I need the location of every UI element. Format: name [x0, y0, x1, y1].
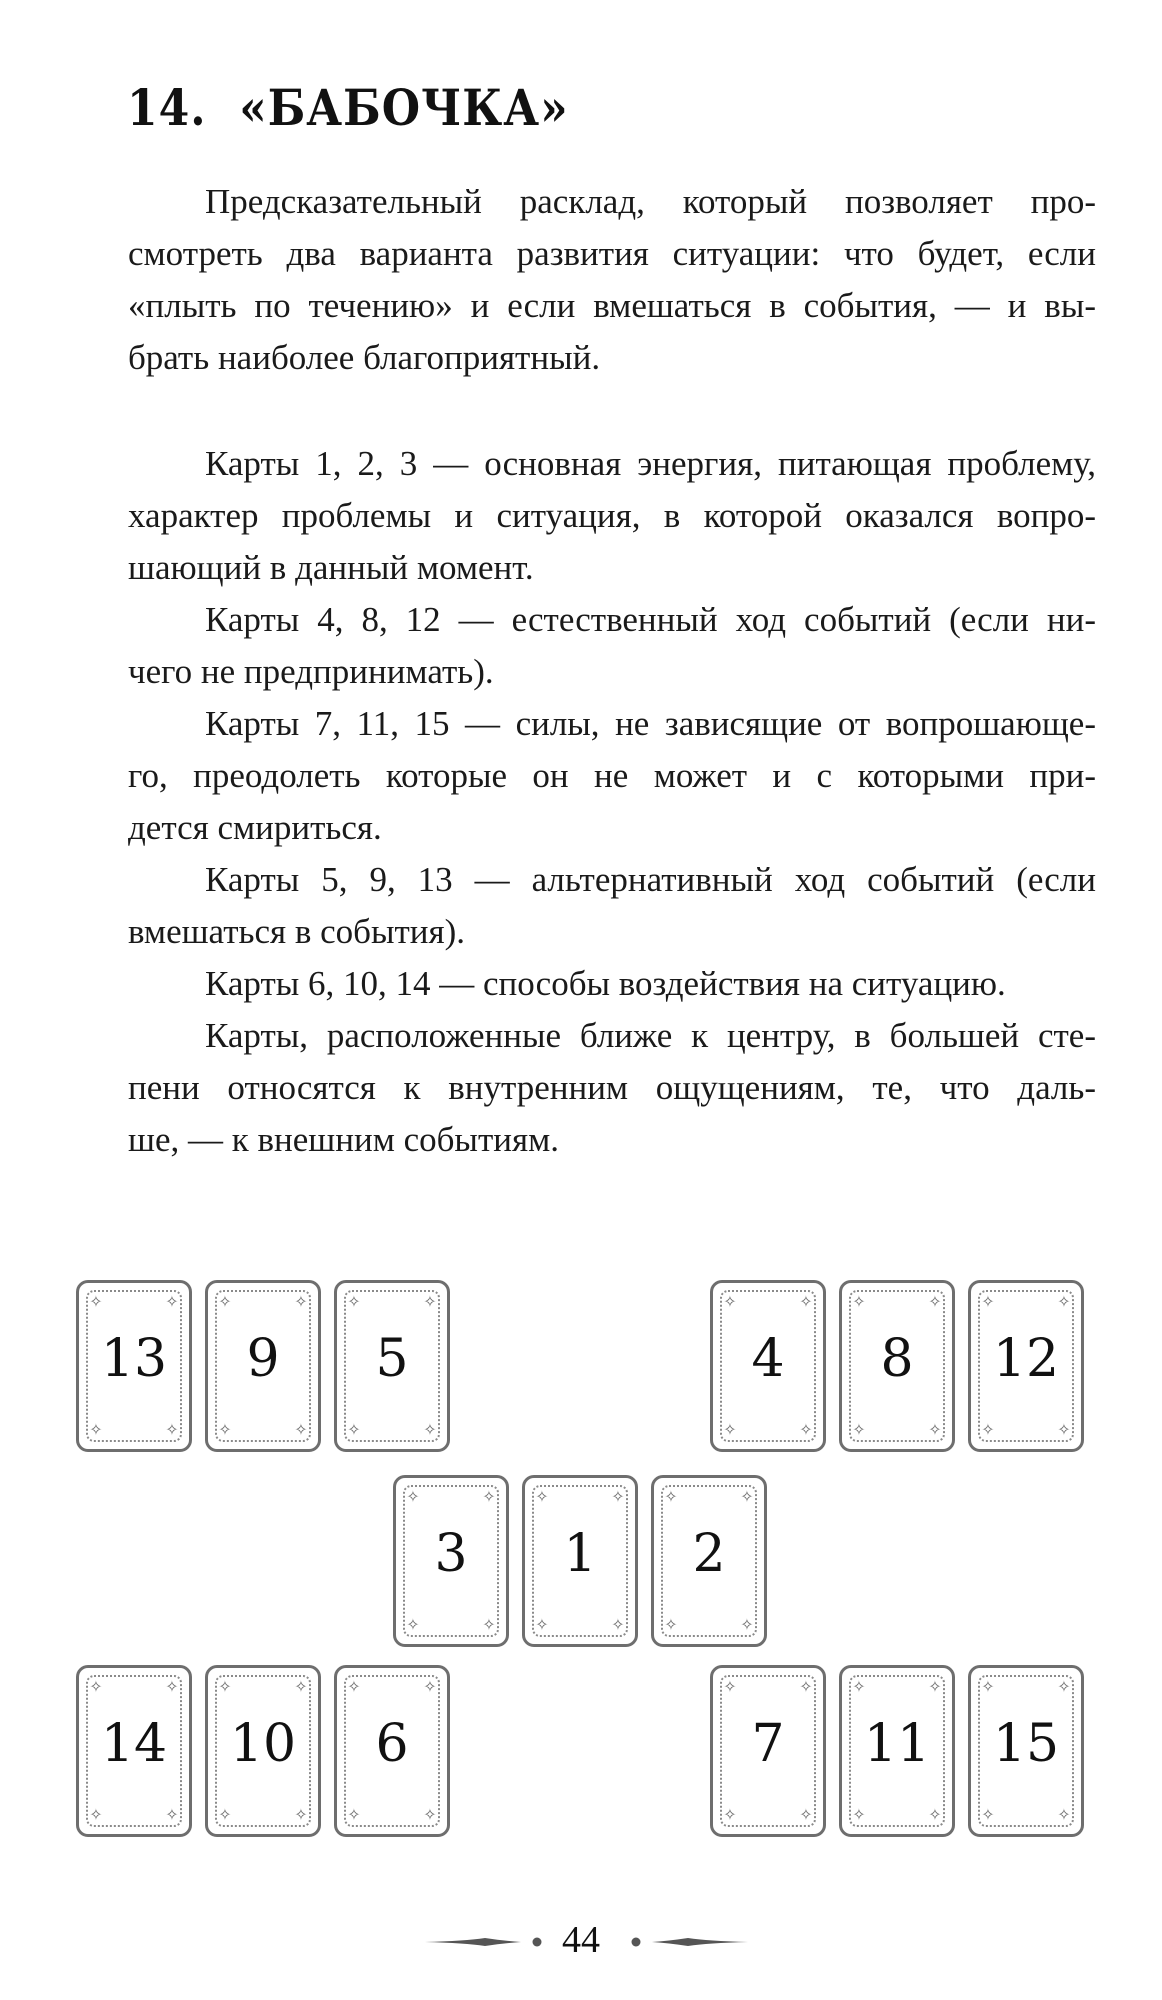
star-icon: ✧: [294, 1420, 308, 1439]
card-number: 14: [100, 1714, 168, 1774]
star-icon: ✧: [347, 1677, 361, 1696]
card-position-10: [205, 1665, 321, 1837]
star-icon: ✧: [1057, 1292, 1071, 1311]
star-icon: ✧: [1057, 1805, 1071, 1824]
star-icon: ✧: [165, 1420, 179, 1439]
section-title: «БАБОЧКА»: [239, 80, 569, 138]
star-icon: ✧: [799, 1420, 813, 1439]
star-icon: ✧: [611, 1487, 625, 1506]
star-icon: ✧: [423, 1292, 437, 1311]
text-line: шающий в данный момент.: [128, 548, 534, 587]
meaning-paragraph: [128, 854, 1096, 958]
card-number: 10: [229, 1714, 297, 1774]
star-icon: ✧: [852, 1292, 866, 1311]
meaning-paragraph: [128, 594, 1096, 698]
card-number: 2: [692, 1524, 726, 1584]
star-icon: ✧: [740, 1615, 754, 1634]
star-icon: ✧: [406, 1615, 420, 1634]
text-line: Карты, расположенные ближе к центру, в большей сте-: [205, 1016, 1096, 1055]
star-icon: ✧: [347, 1805, 361, 1824]
text-line: Карты 5, 9, 13 — альтернативный ход событий (если: [205, 860, 1096, 899]
text-line: Карты 4, 8, 12 — естественный ход событий (если ни-: [205, 600, 1096, 639]
star-icon: ✧: [218, 1805, 232, 1824]
star-icon: ✧: [294, 1805, 308, 1824]
star-icon: ✧: [406, 1487, 420, 1506]
text-line: пени относятся к внутренним ощущениям, те, что даль-: [128, 1068, 1096, 1107]
text-line: Карты 7, 11, 15 — силы, не зависящие от вопрошающе-: [205, 704, 1096, 743]
star-icon: ✧: [928, 1677, 942, 1696]
card-number: 6: [375, 1714, 409, 1774]
intro-paragraph: [128, 176, 1096, 384]
card-number: 12: [992, 1329, 1060, 1389]
card-number: 11: [863, 1714, 931, 1774]
text-line: вмешаться в события).: [128, 912, 465, 951]
star-icon: ✧: [799, 1292, 813, 1311]
star-icon: ✧: [1057, 1677, 1071, 1696]
star-icon: ✧: [535, 1615, 549, 1634]
star-icon: ✧: [347, 1292, 361, 1311]
intro-text: [128, 176, 1096, 384]
star-icon: ✧: [218, 1420, 232, 1439]
star-icon: ✧: [423, 1420, 437, 1439]
star-icon: ✧: [218, 1292, 232, 1311]
star-icon: ✧: [165, 1292, 179, 1311]
card-number: 15: [992, 1714, 1060, 1774]
card-position-4: [710, 1280, 826, 1452]
star-icon: ✧: [347, 1420, 361, 1439]
card-number: 8: [880, 1329, 914, 1389]
star-icon: ✧: [981, 1292, 995, 1311]
card-position-8: [839, 1280, 955, 1452]
footer-flourish-right-icon: [628, 1937, 748, 1943]
card-position-2: [651, 1475, 767, 1647]
star-icon: ✧: [981, 1805, 995, 1824]
star-icon: ✧: [535, 1487, 549, 1506]
meaning-paragraph: [128, 438, 1096, 594]
text-line: брать наиболее благоприятный.: [128, 338, 601, 377]
card-position-9: [205, 1280, 321, 1452]
star-icon: ✧: [664, 1487, 678, 1506]
star-icon: ✧: [723, 1805, 737, 1824]
text-line: Предсказательный расклад, который позволяет про-: [205, 182, 1096, 221]
card-number: 7: [751, 1714, 785, 1774]
page-footer: [0, 1919, 1162, 1966]
star-icon: ✧: [740, 1487, 754, 1506]
star-icon: ✧: [89, 1292, 103, 1311]
card-position-14: [76, 1665, 192, 1837]
card-position-3: [393, 1475, 509, 1647]
section-number: 14.: [127, 80, 207, 138]
star-icon: ✧: [981, 1677, 995, 1696]
star-icon: ✧: [1057, 1420, 1071, 1439]
star-icon: ✧: [723, 1292, 737, 1311]
star-icon: ✧: [928, 1805, 942, 1824]
star-icon: ✧: [981, 1420, 995, 1439]
text-line: чего не предпринимать).: [128, 652, 494, 691]
card-meanings: [128, 438, 1096, 1166]
star-icon: ✧: [852, 1420, 866, 1439]
text-line: характер проблемы и ситуация, в которой оказался вопро-: [128, 496, 1096, 535]
star-icon: ✧: [89, 1420, 103, 1439]
page-number: 44: [562, 1919, 600, 1961]
star-icon: ✧: [89, 1677, 103, 1696]
card-position-11: [839, 1665, 955, 1837]
star-icon: ✧: [611, 1615, 625, 1634]
meaning-paragraph: [128, 958, 1096, 1010]
star-icon: ✧: [852, 1677, 866, 1696]
section-heading: [127, 80, 569, 137]
meaning-paragraph: [128, 1010, 1096, 1166]
card-number: 4: [751, 1329, 785, 1389]
text-line: «плыть по течению» и если вмешаться в события, — и вы-: [128, 286, 1096, 325]
star-icon: ✧: [799, 1677, 813, 1696]
star-icon: ✧: [294, 1677, 308, 1696]
card-position-12: [968, 1280, 1084, 1452]
star-icon: ✧: [165, 1677, 179, 1696]
text-line: Карты 1, 2, 3 — основная энергия, питающая проблему,: [205, 444, 1096, 483]
star-icon: ✧: [928, 1292, 942, 1311]
star-icon: ✧: [928, 1420, 942, 1439]
star-icon: ✧: [294, 1292, 308, 1311]
star-icon: ✧: [664, 1615, 678, 1634]
card-position-13: [76, 1280, 192, 1452]
star-icon: ✧: [482, 1487, 496, 1506]
card-number: 13: [100, 1329, 168, 1389]
card-position-1: [522, 1475, 638, 1647]
text-line: Карты 6, 10, 14 — способы воздействия на ситуацию.: [205, 964, 1006, 1003]
meaning-paragraph: [128, 698, 1096, 854]
card-number: 5: [375, 1329, 409, 1389]
text-line: дется смириться.: [128, 808, 382, 847]
star-icon: ✧: [89, 1805, 103, 1824]
card-number: 3: [434, 1524, 468, 1584]
star-icon: ✧: [852, 1805, 866, 1824]
text-line: смотреть два варианта развития ситуации: что будет, если: [128, 234, 1096, 273]
star-icon: ✧: [799, 1805, 813, 1824]
star-icon: ✧: [482, 1615, 496, 1634]
card-number: 9: [246, 1329, 280, 1389]
card-position-5: [334, 1280, 450, 1452]
card-position-15: [968, 1665, 1084, 1837]
card-number: 1: [563, 1524, 597, 1584]
card-position-6: [334, 1665, 450, 1837]
star-icon: ✧: [165, 1805, 179, 1824]
star-icon: ✧: [723, 1677, 737, 1696]
text-line: го, преодолеть которые он не может и с которыми при-: [128, 756, 1096, 795]
card-position-7: [710, 1665, 826, 1837]
star-icon: ✧: [218, 1677, 232, 1696]
star-icon: ✧: [423, 1677, 437, 1696]
star-icon: ✧: [423, 1805, 437, 1824]
text-line: ше, — к внешним событиям.: [128, 1120, 559, 1159]
star-icon: ✧: [723, 1420, 737, 1439]
